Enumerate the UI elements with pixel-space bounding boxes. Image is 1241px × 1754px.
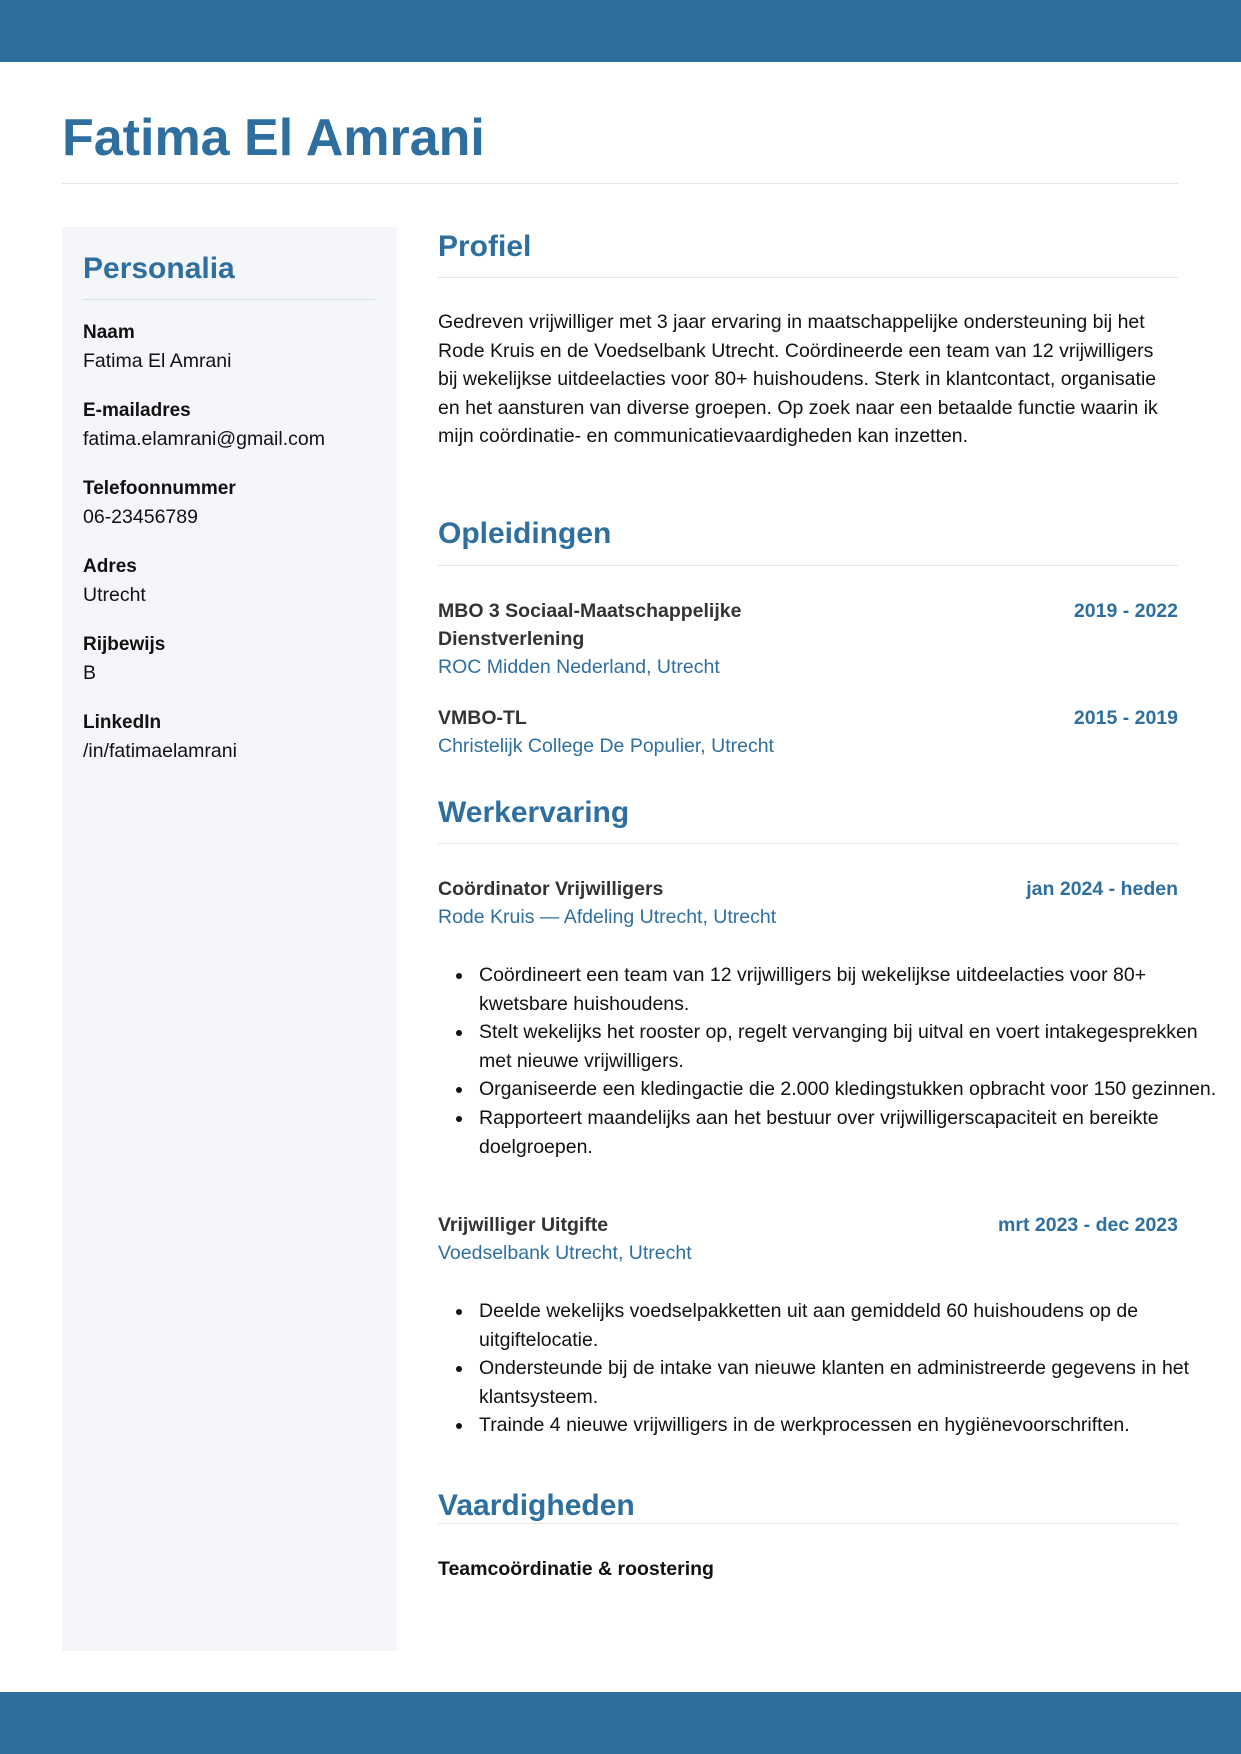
personalia-sidebar — [62, 227, 397, 1651]
experience-bullets — [438, 961, 1219, 1161]
field-label: LinkedIn — [83, 712, 162, 733]
entry-title: Coördinator Vrijwilligers — [438, 878, 664, 900]
entry-dates: 2019 - 2022 — [1073, 600, 1178, 622]
entry-org: Voedselbank Utrecht, Utrecht — [438, 1242, 692, 1264]
field-license — [83, 631, 383, 687]
field-label: Rijbewijs — [83, 634, 166, 655]
entry-school: Christelijk College De Populier, Utrecht — [438, 735, 774, 757]
field-value: Fatima El Amrani — [83, 350, 232, 372]
candidate-name: Fatima El Amrani — [62, 109, 485, 167]
profile-heading: Profiel — [438, 230, 532, 263]
field-label: E-mailadres — [83, 400, 191, 421]
bottom-banner — [0, 1692, 1241, 1754]
field-value: /in/fatimaelamrani — [83, 740, 237, 762]
field-email — [83, 397, 383, 453]
list-item: Stelt wekelijks het rooster op, regelt vervanging bij uitval en voert intakegesprekken met nieuwe vrijwilligers. — [479, 1018, 1219, 1075]
field-label: Telefoonnummer — [83, 478, 236, 499]
education-entry — [438, 704, 1178, 760]
name-divider — [62, 183, 1178, 184]
entry-org: Rode Kruis — Afdeling Utrecht, Utrecht — [438, 906, 777, 928]
list-item: Coördineert een team van 12 vrijwilligers bij wekelijkse uitdeelacties voor 80+ kwetsbare huishoudens. — [479, 961, 1219, 1018]
top-banner — [0, 0, 1241, 62]
entry-title: Vrijwilliger Uitgifte — [438, 1214, 609, 1236]
list-item: Deelde wekelijks voedselpakketten uit aan gemiddeld 60 huishoudens op de uitgiftelocatie. — [479, 1297, 1219, 1354]
profile-divider — [438, 277, 1178, 278]
entry-dates: 2015 - 2019 — [1073, 707, 1178, 729]
experience-entry — [438, 875, 1178, 931]
skills-divider — [438, 1523, 1178, 1524]
field-address — [83, 553, 383, 609]
skill-item: Teamcoördinatie & roostering — [438, 1558, 714, 1580]
experience-bullets — [438, 1297, 1219, 1440]
field-naam — [83, 319, 383, 375]
field-value: fatima.elamrani@gmail.com — [83, 428, 325, 450]
personalia-heading: Personalia — [83, 252, 235, 285]
field-value: Utrecht — [83, 584, 146, 606]
profile-text: Gedreven vrijwilliger met 3 jaar ervaring in maatschappelijke ondersteuning bij het Rode Kruis en de Voedselbank Utrecht. Coördineerde een team van 12 vrijwilligers bij wekelijkse uitdeelacties voor 80+ huishoudens. Sterk in klantcontact, organisatie en het aansturen van diverse groepen. Op zoek naar een betaalde functie waarin ik mijn coördinatie- en communicatievaardigheden kan inzetten. — [438, 311, 1158, 448]
entry-school: ROC Midden Nederland, Utrecht — [438, 656, 720, 678]
list-item: Organiseerde een kledingactie die 2.000 kledingstukken opbracht voor 150 gezinnen. — [479, 1075, 1219, 1104]
personalia-divider — [83, 299, 375, 300]
skills-heading: Vaardigheden — [438, 1489, 635, 1522]
field-linkedin — [83, 709, 383, 765]
field-label: Naam — [83, 322, 135, 343]
field-value: 06-23456789 — [83, 506, 198, 528]
list-item: Rapporteert maandelijks aan het bestuur over vrijwilligerscapaciteit en bereikte doelgroepen. — [479, 1104, 1219, 1161]
list-item: Trainde 4 nieuwe vrijwilligers in de werkprocessen en hygiënevoorschriften. — [479, 1411, 1219, 1440]
experience-entry — [438, 1211, 1178, 1267]
list-item: Ondersteunde bij de intake van nieuwe klanten en administreerde gegevens in het klantsysteem. — [479, 1354, 1219, 1411]
field-value: B — [83, 662, 97, 684]
entry-title: VMBO-TL — [438, 707, 527, 729]
education-entry — [438, 597, 1178, 681]
experience-heading: Werkervaring — [438, 796, 630, 829]
field-label: Adres — [83, 556, 137, 577]
education-divider — [438, 565, 1178, 566]
entry-dates: jan 2024 - heden — [1026, 878, 1178, 900]
entry-title: MBO 3 Sociaal-Maatschappelijke Dienstverlening — [438, 600, 742, 650]
entry-dates: mrt 2023 - dec 2023 — [998, 1214, 1178, 1236]
experience-divider — [438, 843, 1178, 844]
education-heading: Opleidingen — [438, 517, 612, 550]
field-phone — [83, 475, 383, 531]
